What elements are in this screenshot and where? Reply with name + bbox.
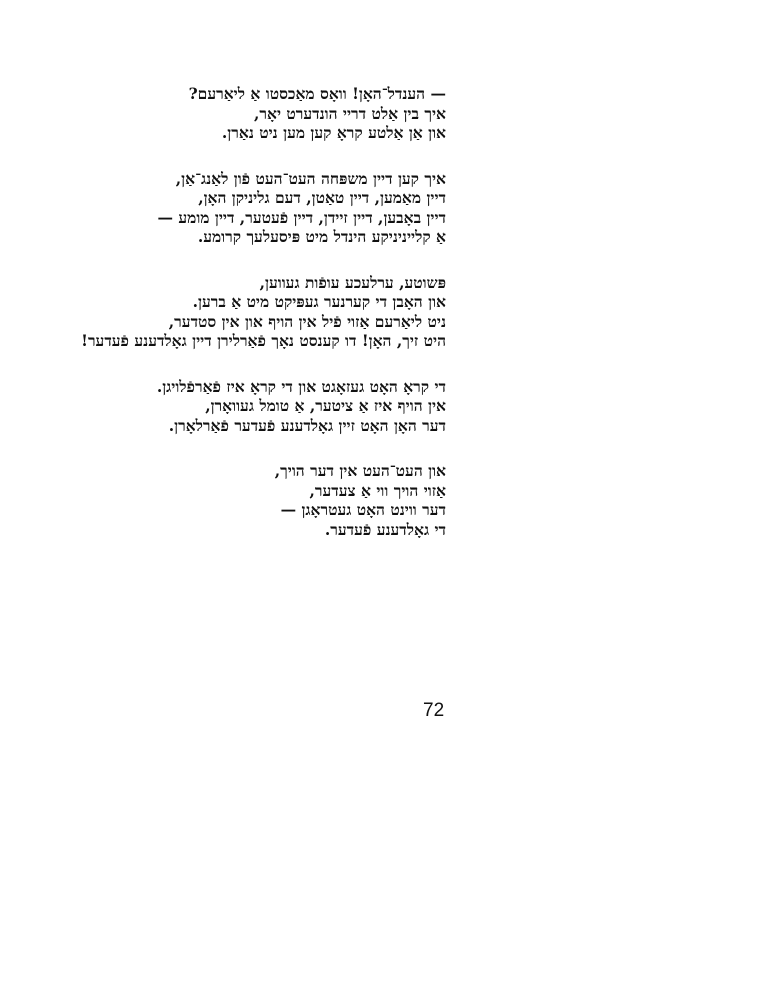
poem-line: דיין מאַמען, דיין טאַטן, דעם גליניקן האָן,: [198, 188, 446, 207]
poem-line: די גאָלדענע פֿעדער.: [324, 519, 446, 539]
stanza-1: [66, 84, 446, 143]
poem-line: אין הויף איז אַ ציטער, אַ טומל געוואָרן,: [205, 396, 446, 415]
stanza-3: [66, 273, 446, 351]
stanza-5: [66, 461, 446, 539]
stanza-2: [66, 169, 446, 247]
poem-line: איך קען דיין משפּחה העט־העט פֿון לאַנג־אַן,: [175, 168, 446, 188]
stanza-4: [66, 377, 446, 436]
poem-line: דער האָן האָט זיין גאָלדענע פֿעדער פֿאַרלאָרן.: [168, 415, 446, 435]
poem-line: און העט־העט אין דער הויך,: [274, 461, 446, 480]
poem-line: דער ווינט האָט געטראָגן —: [280, 500, 446, 519]
poem-line: היט זיך, האָן! דו קענסט נאָך פֿאַרלירן דיין גאָלדענע פֿעדער!: [81, 331, 446, 350]
poem-line: און אַן אַלטע קראָ קען מען ניט נאַרן.: [221, 123, 446, 142]
poem-line: דיין באָבען, דיין זיידן, דיין פֿעטער, דיין מומע —: [157, 207, 446, 227]
poem-line: אַזוי הויך ווי אַ צעדער,: [309, 480, 446, 500]
poem-line: אַ קלייניניקע הינדל מיט פּיסעלעך קרומע.: [197, 227, 446, 246]
page-number: 72: [423, 700, 445, 721]
poem-line: — הענדל־האָן! וואָס מאַכסטו אַ ליאַרעם?: [188, 84, 446, 103]
poem-block: [66, 84, 446, 565]
poem-line: און האָבן די קערנער געפּיקט מיט אַ ברען.: [192, 292, 446, 311]
poem-line: ניט ליאַרעם אַזוי פֿיל אין הויף און אין סטדער,: [168, 311, 446, 331]
poem-line: די קראָ האָט געזאָגט און די קראָ איז פֿאַרפֿלויגן.: [156, 376, 446, 396]
poem-line: פּשוטע, ערלעכע עופֿות געווען,: [259, 272, 446, 292]
poem-line: איך בין אַלט דריי הונדערט יאָר,: [253, 103, 446, 123]
